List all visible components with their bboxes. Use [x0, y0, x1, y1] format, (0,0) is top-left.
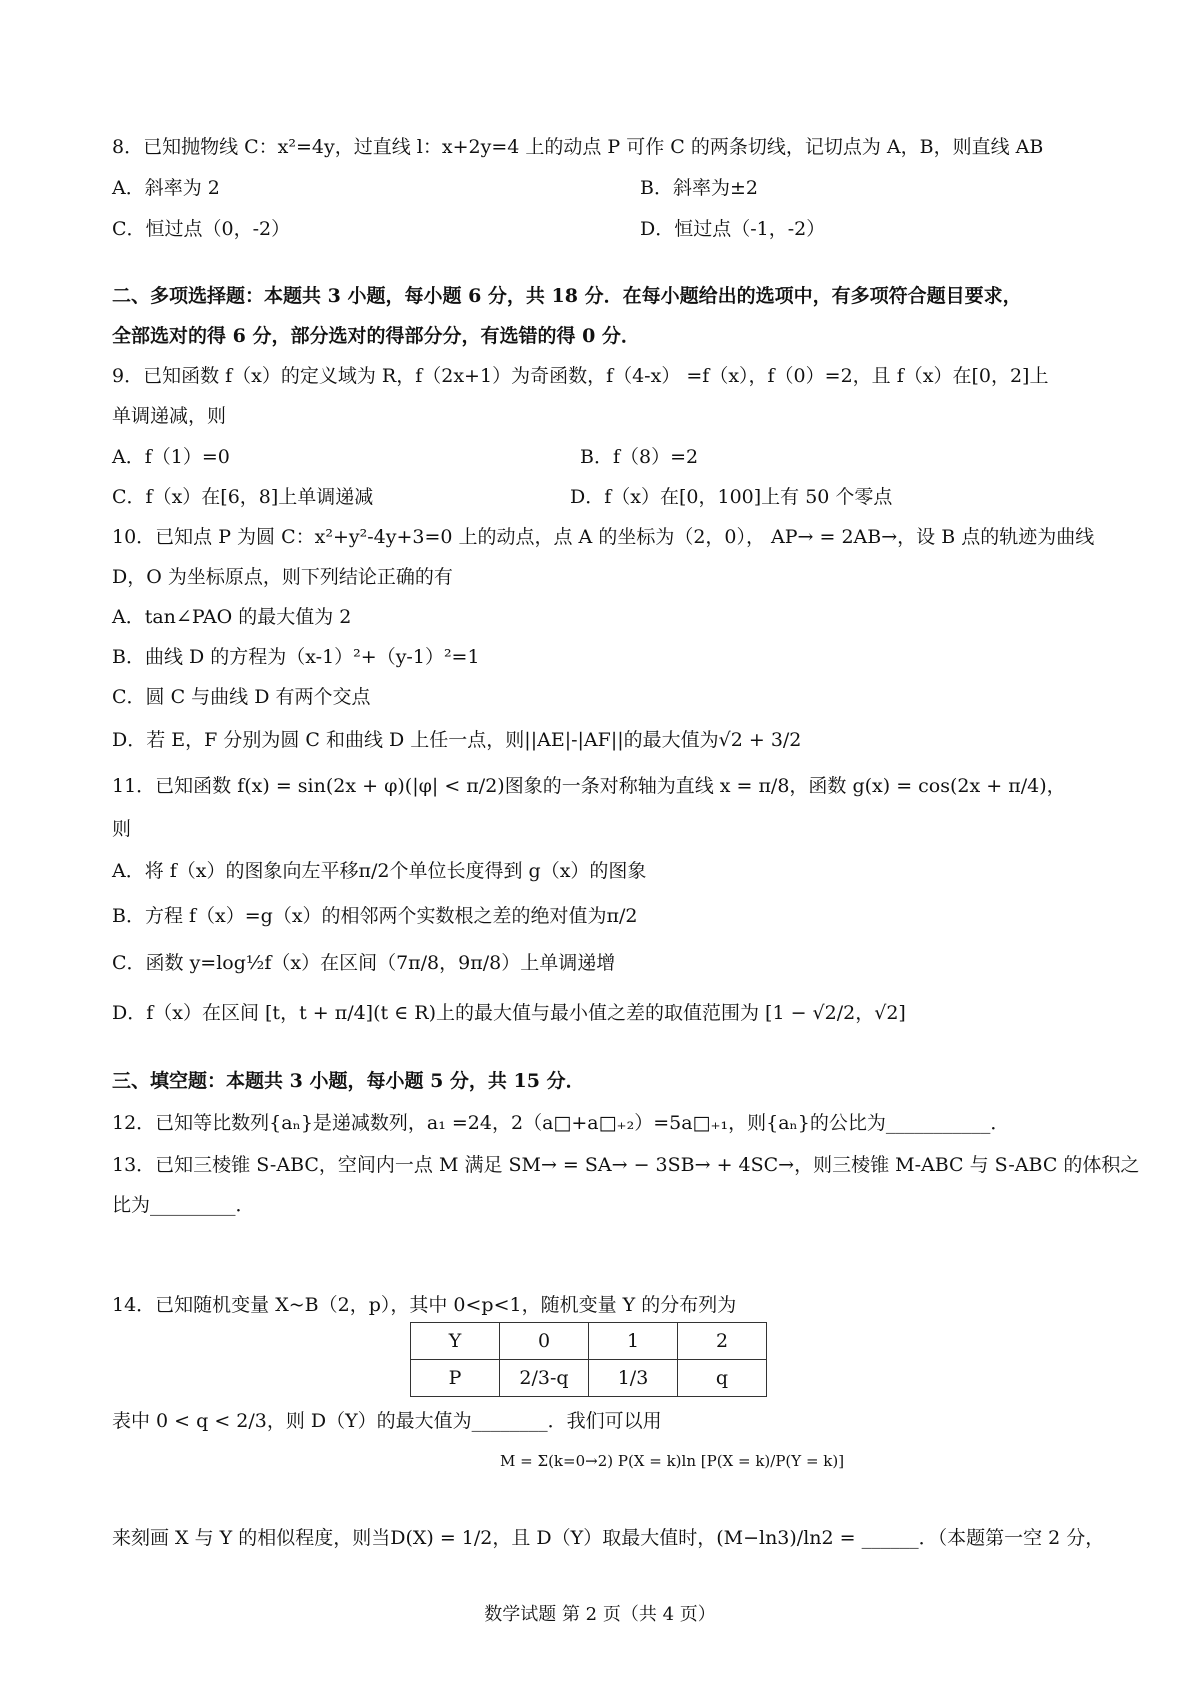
table-cell: 1/3 — [589, 1360, 678, 1397]
q11-option-b: B．方程 f（x）=g（x）的相邻两个实数根之差的绝对值为π/2 — [112, 905, 638, 927]
q11-option-c: C．函数 y=log½f（x）在区间（7π/8，9π/8）上单调递增 — [112, 952, 616, 974]
q8-option-a: A．斜率为 2 — [112, 177, 220, 199]
table-row — [411, 1323, 767, 1360]
q10-option-c: C．圆 C 与曲线 D 有两个交点 — [112, 686, 371, 708]
q13-stem-line2: 比为_________． — [112, 1194, 255, 1216]
q14-stem-line1: 14．已知随机变量 X~B（2，p），其中 0<p<1，随机变量 Y 的分布列为 — [112, 1294, 737, 1316]
q8-option-c: C．恒过点（0，-2） — [112, 218, 291, 240]
q10-option-a: A．tan∠PAO 的最大值为 2 — [112, 606, 352, 628]
q8-stem: 8．已知抛物线 C：x²=4y，过直线 l：x+2y=4 上的动点 P 可作 C 的两条切线，记切点为 A，B，则直线 AB — [112, 136, 1044, 158]
q9-option-c: C．f（x）在[6，8]上单调递减 — [112, 486, 374, 508]
table-cell: q — [678, 1360, 767, 1397]
q10-stem-line1: 10．已知点 P 为圆 C：x²+y²-4y+3=0 上的动点，点 A 的坐标为（2，0）， AP→ = 2AB→，设 B 点的轨迹为曲线 — [112, 526, 1095, 548]
q9-option-b: B．f（8）=2 — [580, 446, 699, 468]
distribution-table — [410, 1322, 767, 1397]
section2-heading-line1: 二、多项选择题：本题共 3 小题，每小题 6 分，共 18 分．在每小题给出的选项中，有多项符合题目要求， — [112, 285, 1022, 307]
table-cell: 0 — [500, 1323, 589, 1360]
table-cell: 1 — [589, 1323, 678, 1360]
table-cell: 2/3-q — [500, 1360, 589, 1397]
section2-heading-line2: 全部选对的得 6 分，部分选对的得部分分，有选错的得 0 分． — [112, 325, 640, 347]
table-cell: 2 — [678, 1323, 767, 1360]
q12-stem: 12．已知等比数列{aₙ}是递减数列，a₁ =24，2（a□+a□₊₂）=5a□₊₁，则{aₙ}的公比为___________． — [112, 1112, 1010, 1134]
q9-option-a: A．f（1）=0 — [112, 446, 230, 468]
q11-stem-line2: 则 — [112, 818, 132, 840]
table-cell: P — [411, 1360, 500, 1397]
q14-formula: M = Σ(k=0→2) P(X = k)ln [P(X = k)/P(Y = k)] — [500, 1452, 845, 1470]
q10-stem-line2: D，O 为坐标原点，则下列结论正确的有 — [112, 566, 453, 588]
q14-stem-line2: 表中 0 < q < 2/3，则 D（Y）的最大值为________．我们可以用 — [112, 1410, 662, 1432]
q11-option-d: D．f（x）在区间 [t，t + π/4](t ∈ R)上的最大值与最小值之差的取值范围为 [1 − √2/2，√2] — [112, 1002, 906, 1024]
q11-stem-line1: 11．已知函数 f(x) = sin(2x + φ)(|φ| < π/2)图象的一条对称轴为直线 x = π/8，函数 g(x) = cos(2x + π/4)， — [112, 775, 1066, 797]
q10-option-d: D．若 E，F 分别为圆 C 和曲线 D 上任一点，则||AE|-|AF||的最大值为√2 + 3/2 — [112, 729, 802, 751]
q13-stem-line1: 13．已知三棱锥 S-ABC，空间内一点 M 满足 SM→ = SA→ − 3SB→ + 4SC→，则三棱锥 M-ABC 与 S-ABC 的体积之 — [112, 1154, 1140, 1176]
q10-option-b: B．曲线 D 的方程为（x-1）²+（y-1）²=1 — [112, 646, 480, 668]
q9-option-d: D．f（x）在[0，100]上有 50 个零点 — [570, 486, 893, 508]
q11-option-a: A．将 f（x）的图象向左平移π/2个单位长度得到 g（x）的图象 — [112, 860, 647, 882]
q9-stem-line2: 单调递减，则 — [112, 405, 227, 427]
table-row — [411, 1360, 767, 1397]
table-cell: Y — [411, 1323, 500, 1360]
q8-option-b: B．斜率为±2 — [640, 177, 758, 199]
q8-option-d: D．恒过点（-1，-2） — [640, 218, 826, 240]
page-footer: 数学试题 第 2 页（共 4 页） — [484, 1604, 716, 1625]
q14-stem-line3: 来刻画 X 与 Y 的相似程度，则当D(X) = 1/2，且 D（Y）取最大值时，(M−ln3)/ln2 = ______．（本题第一空 2 分， — [112, 1527, 1105, 1549]
section3-heading: 三、填空题：本题共 3 小题，每小题 5 分，共 15 分． — [112, 1070, 585, 1092]
q9-stem-line1: 9．已知函数 f（x）的定义域为 R，f（2x+1）为奇函数，f（4-x） =f（x），f（0）=2，且 f（x）在[0，2]上 — [112, 365, 1049, 387]
